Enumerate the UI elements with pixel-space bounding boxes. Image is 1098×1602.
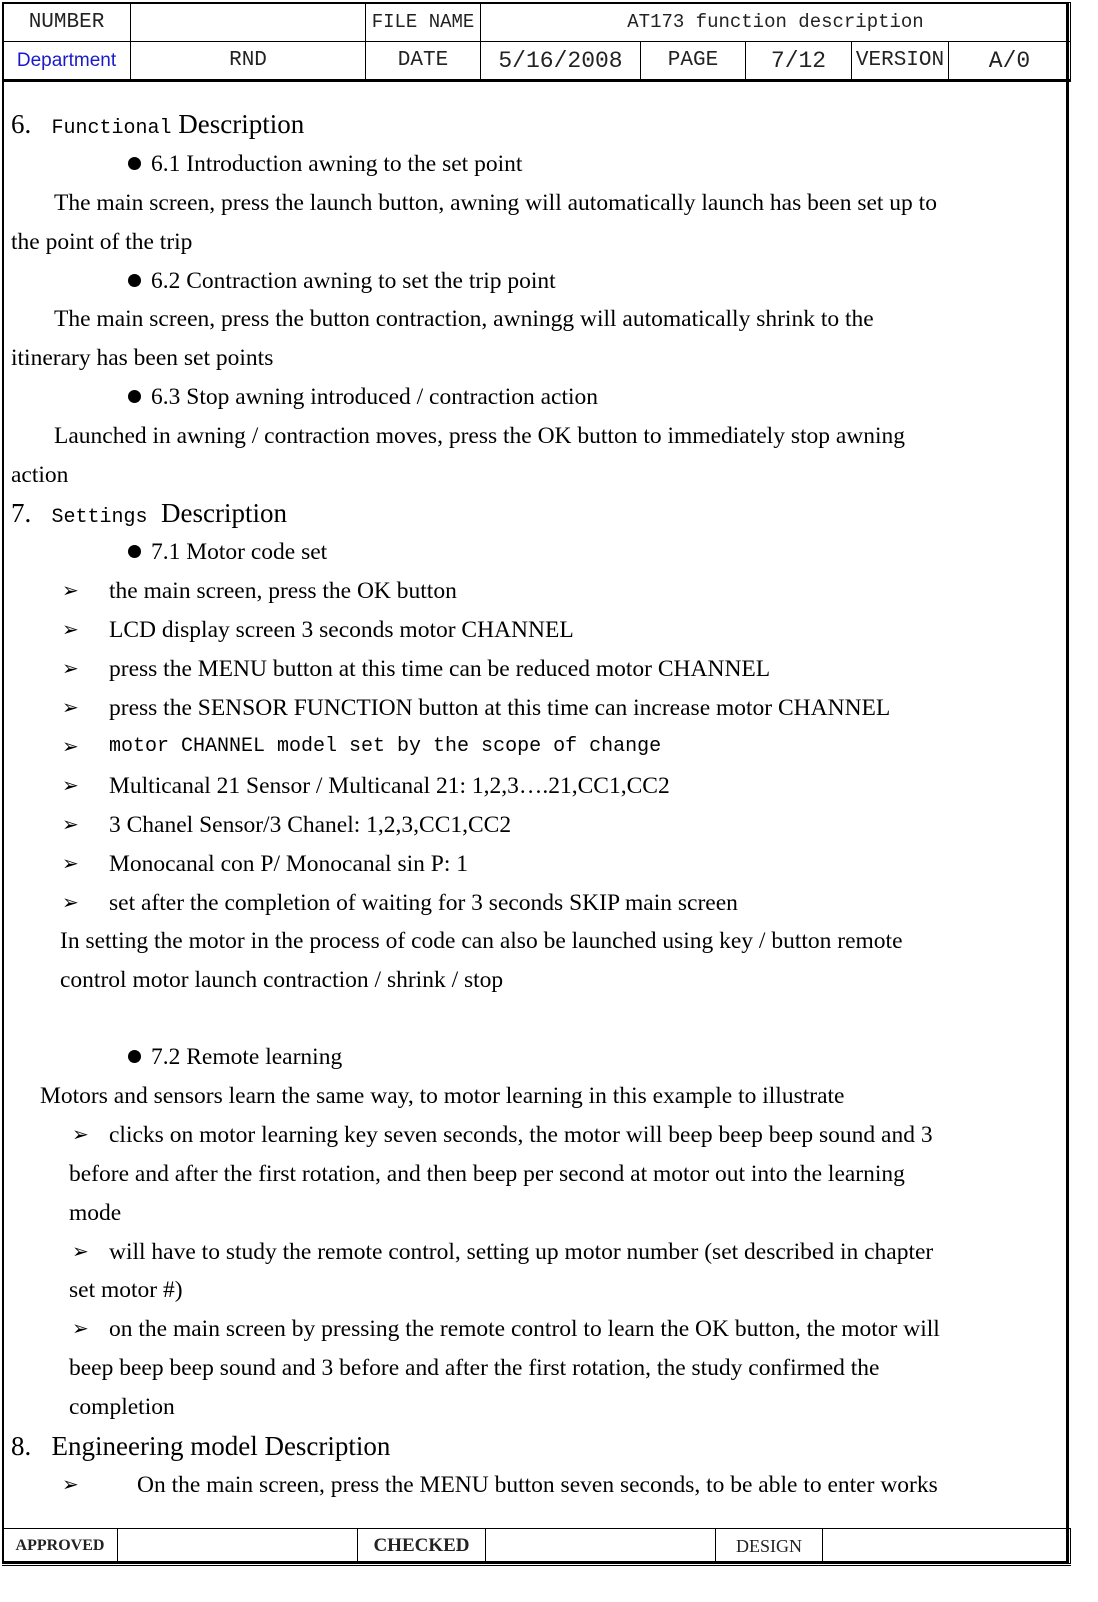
subsection-title: 6.2 Contraction awning to set the trip point bbox=[151, 268, 556, 294]
arrow-bullet-icon: ➢ bbox=[72, 1241, 89, 1263]
list-item: Monocanal con P/ Monocanal sin P: 1 bbox=[109, 851, 468, 877]
arrow-bullet-icon: ➢ bbox=[62, 658, 79, 680]
footer-table bbox=[2, 1528, 1071, 1566]
page-number: 7/12 bbox=[746, 42, 852, 81]
section-6-heading bbox=[11, 110, 304, 143]
design-label: DESIGN bbox=[716, 1529, 823, 1565]
list-item-line: mode bbox=[69, 1200, 122, 1226]
section-8-heading bbox=[11, 1432, 390, 1460]
paragraph: control motor launch contraction / shrink / stop bbox=[60, 967, 504, 993]
arrow-bullet-icon: ➢ bbox=[62, 619, 79, 641]
arrow-bullet-icon: ➢ bbox=[62, 1474, 79, 1496]
section-number: 6. bbox=[11, 109, 32, 139]
bullet-icon bbox=[128, 390, 141, 403]
section-title-mono: Settings bbox=[51, 506, 148, 529]
file-name-label: FILE NAME bbox=[366, 3, 481, 42]
paragraph: Motors and sensors learn the same way, to motor learning in this example to illustrate bbox=[40, 1083, 845, 1109]
checked-label: CHECKED bbox=[358, 1529, 486, 1565]
list-item: 3 Chanel Sensor/3 Chanel: 1,2,3,CC1,CC2 bbox=[109, 812, 512, 838]
bullet-icon bbox=[128, 157, 141, 170]
list-item-line: clicks on motor learning key seven seconds, the motor will beep beep beep sound and 3 bbox=[109, 1122, 933, 1148]
date: 5/16/2008 bbox=[481, 42, 641, 81]
subsection-6-3 bbox=[128, 383, 598, 411]
arrow-bullet-icon: ➢ bbox=[62, 736, 79, 758]
section-title: Engineering model Description bbox=[51, 1431, 391, 1461]
subsection-6-2 bbox=[128, 267, 556, 295]
number-label: NUMBER bbox=[3, 3, 131, 42]
paragraph: itinerary has been set points bbox=[11, 345, 274, 371]
list-item: press the SENSOR FUNCTION button at this time can increase motor CHANNEL bbox=[109, 695, 891, 721]
section-number: 7. bbox=[11, 498, 32, 528]
list-item: set after the completion of waiting for 3 seconds SKIP main screen bbox=[109, 890, 738, 916]
subsection-7-2 bbox=[128, 1043, 342, 1071]
arrow-bullet-icon: ➢ bbox=[72, 1124, 89, 1146]
subsection-title: 6.1 Introduction awning to the set point bbox=[151, 151, 523, 177]
list-item-line: completion bbox=[69, 1394, 175, 1420]
arrow-bullet-icon: ➢ bbox=[72, 1318, 89, 1340]
paragraph: the point of the trip bbox=[11, 229, 193, 255]
page-label: PAGE bbox=[641, 42, 746, 81]
paragraph: The main screen, press the launch button, awning will automatically launch has been set up to bbox=[54, 190, 937, 216]
list-item-line: On the main screen, press the MENU button seven seconds, to be able to enter works bbox=[137, 1472, 938, 1498]
list-item: LCD display screen 3 seconds motor CHANNEL bbox=[109, 617, 574, 643]
section-number: 8. bbox=[11, 1431, 32, 1461]
list-item: the main screen, press the OK button bbox=[109, 578, 457, 604]
subsection-title: 6.3 Stop awning introduced / contraction action bbox=[151, 384, 599, 410]
arrow-bullet-icon: ➢ bbox=[62, 814, 79, 836]
subsection-title: 7.1 Motor code set bbox=[151, 539, 328, 565]
department-label: Department bbox=[3, 42, 131, 81]
department: RND bbox=[131, 42, 366, 81]
arrow-bullet-icon: ➢ bbox=[62, 853, 79, 875]
section-title: Description bbox=[178, 109, 305, 139]
subsection-6-1 bbox=[128, 150, 522, 178]
bullet-icon bbox=[128, 1050, 141, 1063]
paragraph: action bbox=[11, 462, 69, 488]
checked-value bbox=[486, 1529, 716, 1565]
section-title-mono: Functional bbox=[51, 117, 172, 140]
bullet-icon bbox=[128, 274, 141, 287]
arrow-bullet-icon: ➢ bbox=[62, 892, 79, 914]
paragraph: The main screen, press the button contraction, awningg will automatically shrink to the bbox=[54, 306, 874, 332]
paragraph: Launched in awning / contraction moves, press the OK button to immediately stop awning bbox=[54, 423, 906, 449]
arrow-bullet-icon: ➢ bbox=[62, 580, 79, 602]
date-label: DATE bbox=[366, 42, 481, 81]
list-item: motor CHANNEL model set by the scope of change bbox=[109, 735, 662, 758]
number-value bbox=[131, 3, 366, 42]
approved-value bbox=[118, 1529, 358, 1565]
section-title: Description bbox=[161, 498, 287, 528]
list-item-line: on the main screen by pressing the remote control to learn the OK button, the motor will bbox=[109, 1316, 940, 1342]
design-value bbox=[823, 1529, 1071, 1565]
list-item-line: set motor #) bbox=[69, 1277, 183, 1303]
subsection-title: 7.2 Remote learning bbox=[151, 1044, 343, 1070]
approved-label: APPROVED bbox=[3, 1529, 118, 1565]
header-table bbox=[2, 2, 1071, 82]
arrow-bullet-icon: ➢ bbox=[62, 697, 79, 719]
bullet-icon bbox=[128, 545, 141, 558]
subsection-7-1 bbox=[128, 538, 327, 566]
file-name: AT173 function description bbox=[481, 3, 1071, 42]
version: A/0 bbox=[949, 42, 1071, 81]
list-item-line: will have to study the remote control, setting up motor number (set described in chapter bbox=[109, 1239, 934, 1265]
version-label: VERSION bbox=[852, 42, 949, 81]
list-item: Multicanal 21 Sensor / Multicanal 21: 1,2,3….21,CC1,CC2 bbox=[109, 773, 670, 799]
paragraph: In setting the motor in the process of code can also be launched using key / button remote bbox=[60, 928, 903, 954]
list-item-line: before and after the first rotation, and then beep per second at motor out into the learning bbox=[69, 1161, 905, 1187]
list-item-line: beep beep beep sound and 3 before and after the first rotation, the study confirmed the bbox=[69, 1355, 880, 1381]
arrow-bullet-icon: ➢ bbox=[62, 775, 79, 797]
list-item: press the MENU button at this time can be reduced motor CHANNEL bbox=[109, 656, 771, 682]
section-7-heading bbox=[11, 499, 287, 532]
